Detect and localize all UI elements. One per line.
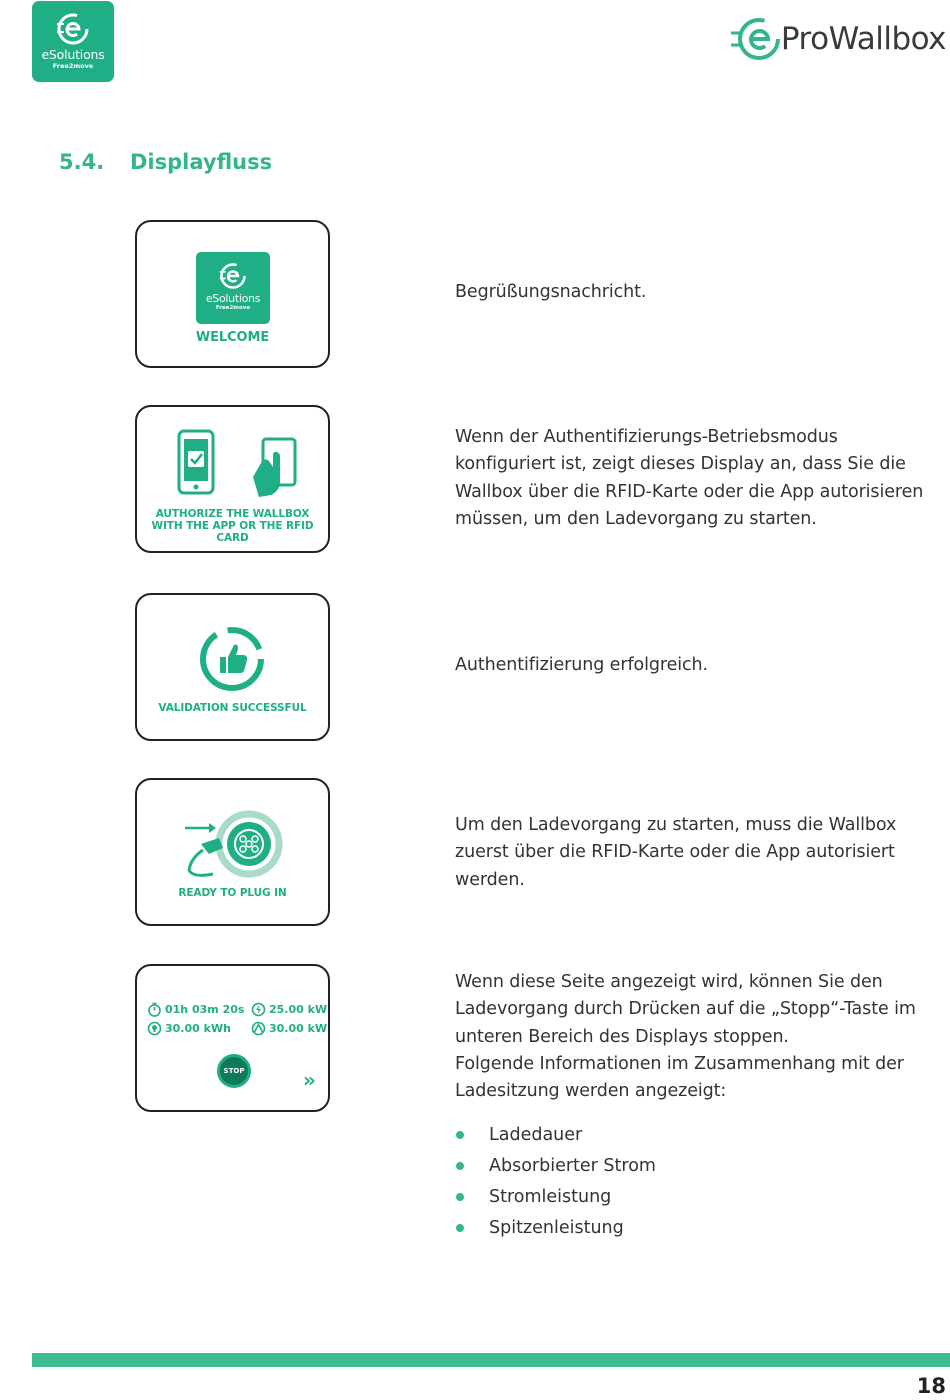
list-item-label: Absorbierter Strom bbox=[489, 1155, 656, 1176]
bolt-icon bbox=[251, 1002, 266, 1017]
stat-peak-value: 30.00 kW bbox=[269, 1022, 328, 1035]
screen-caption: WELCOME bbox=[195, 330, 270, 345]
screen-caption-line-1: AUTHORIZE THE WALLBOX bbox=[155, 508, 310, 520]
description-charging-1: Wenn diese Seite angezeigt wird, können Sie den Ladevorgang durch Drücken auf die „Stopp“-Taste im unteren Bereich des Displays stoppen. bbox=[455, 972, 916, 1047]
stat-duration bbox=[147, 1002, 244, 1017]
description-welcome: Begrüßungsnachricht. bbox=[455, 282, 647, 302]
description-ready-to-plug: Um den Ladevorgang zu starten, muss die Wallbox zuerst über die RFID-Karte oder die App autorisiert werden. bbox=[455, 815, 897, 890]
e-plug-icon bbox=[218, 262, 248, 290]
peak-icon bbox=[251, 1021, 266, 1036]
logo-brand: eSolutions bbox=[41, 47, 105, 62]
display-welcome bbox=[135, 220, 330, 368]
list-item-label: Ladedauer bbox=[489, 1124, 583, 1145]
screen-caption: VALIDATION SUCCESSFUL bbox=[158, 702, 307, 714]
phone-check-icon bbox=[177, 429, 215, 495]
section-title bbox=[59, 150, 272, 174]
list-item bbox=[455, 1119, 656, 1150]
display-authorize bbox=[135, 405, 330, 553]
bullet-dot bbox=[456, 1193, 464, 1201]
bullet-dot bbox=[456, 1162, 464, 1170]
display-validation bbox=[135, 593, 330, 741]
display-ready-to-plug bbox=[135, 778, 330, 926]
screen-caption: READY TO PLUG IN bbox=[178, 887, 287, 899]
logo-sub: Free2move bbox=[52, 62, 94, 70]
logo-brand: eSolutions bbox=[205, 292, 261, 305]
description-authorize: Wenn der Authentifizierungs-Betriebsmodus konfiguriert ist, zeigt dieses Display an, dass Sie die Wallbox über die RFID-Karte oder die App autorisieren müssen, um den Ladevorgang zu starten. bbox=[455, 427, 924, 529]
stat-energy bbox=[147, 1021, 231, 1036]
thumbs-up-icon bbox=[198, 625, 266, 693]
prowallbox-logo bbox=[729, 14, 946, 64]
logo-wordmark: ProWallbox bbox=[780, 21, 946, 57]
list-item bbox=[455, 1181, 656, 1212]
description-validation: Authentifizierung erfolgreich. bbox=[455, 655, 708, 675]
description-charging-2: Folgende Informationen im Zusammenhang mit der Ladesitzung werden angezeigt: bbox=[455, 1054, 904, 1102]
stat-energy-value: 30.00 kWh bbox=[165, 1022, 231, 1035]
plug-socket-icon bbox=[183, 808, 283, 880]
stat-peak bbox=[251, 1021, 327, 1036]
list-item-label: Spitzenleistung bbox=[489, 1217, 624, 1238]
section-heading: Displayfluss bbox=[130, 150, 273, 174]
list-item bbox=[455, 1150, 656, 1181]
logo-sub: Free2move bbox=[215, 305, 251, 311]
bullet-dot bbox=[456, 1224, 464, 1232]
section-number: 5.4. bbox=[59, 150, 105, 174]
stat-power bbox=[251, 1002, 327, 1017]
bullet-dot bbox=[456, 1131, 464, 1139]
rfid-card-hand-icon bbox=[251, 437, 299, 499]
esolutions-logo bbox=[32, 1, 114, 82]
stopwatch-icon bbox=[147, 1002, 162, 1017]
footer-bar bbox=[32, 1353, 950, 1367]
display-charging-session bbox=[135, 964, 330, 1112]
stat-power-value: 25.00 kW bbox=[269, 1003, 328, 1016]
page-number: 18 bbox=[916, 1374, 946, 1398]
screen-caption-line-2: WITH THE APP OR THE RFID CARD bbox=[151, 520, 314, 544]
e-plug-icon bbox=[729, 14, 781, 64]
stop-button[interactable]: STOP bbox=[217, 1054, 251, 1088]
list-item bbox=[455, 1212, 656, 1243]
info-bullet-list bbox=[455, 1119, 656, 1243]
bulb-icon bbox=[147, 1021, 162, 1036]
list-item-label: Stromleistung bbox=[489, 1186, 612, 1207]
chevron-right-icon[interactable]: » bbox=[303, 1068, 316, 1092]
esolutions-logo bbox=[196, 252, 270, 324]
e-plug-icon bbox=[55, 12, 91, 46]
stat-duration-value: 01h 03m 20s bbox=[165, 1003, 245, 1016]
